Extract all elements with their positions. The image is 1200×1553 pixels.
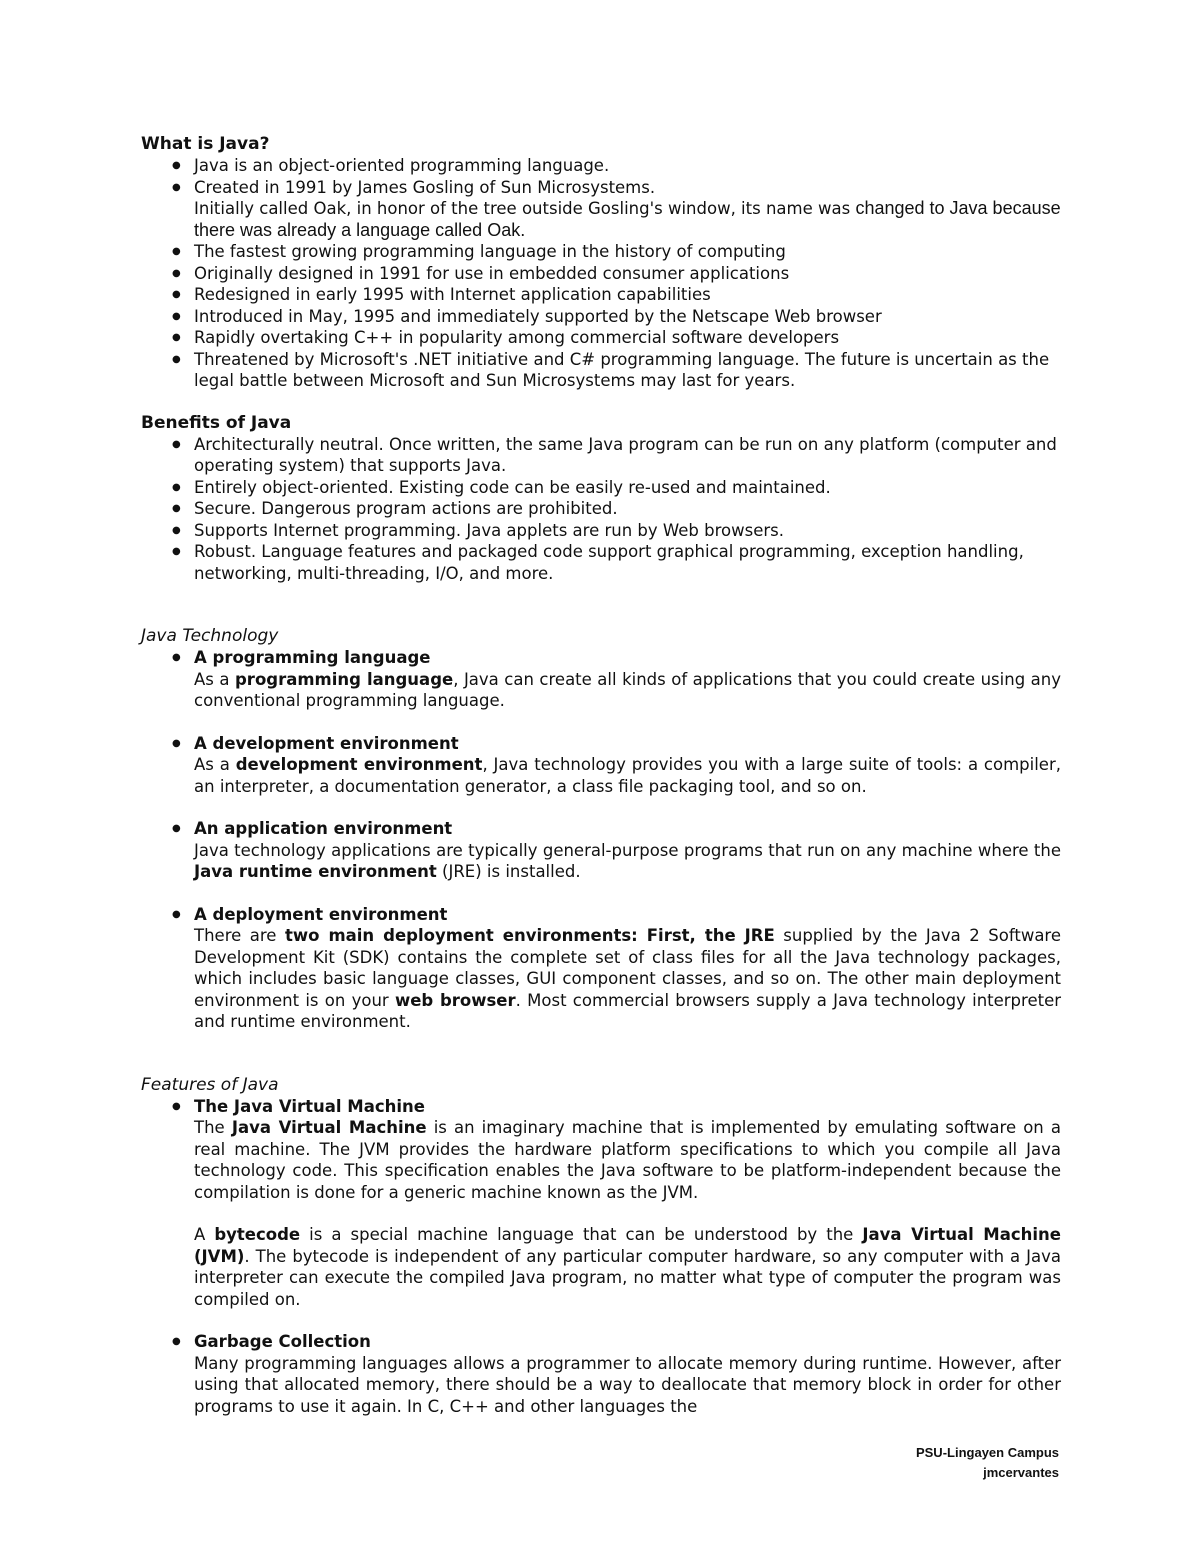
item-text: Java technology applications are typically general-purpose programs that run on any machine where the Java runtime environment (JRE) is installed. — [194, 840, 1061, 881]
page-footer — [916, 1443, 1059, 1483]
list-item-text: Created in 1991 by James Gosling of Sun Microsystems. — [194, 177, 656, 197]
list-item — [194, 818, 1061, 883]
list-item: ● Java is an object-oriented programming language. — [194, 155, 1061, 177]
list-item-continuation: changed to Java because there was already a language called Oak. — [194, 198, 1061, 240]
item-text: As a development environment, Java technology provides you with a large suite of tools: a compiler, an interpreter, a documentation generator, a class file packaging tool, and so on. — [194, 755, 1061, 796]
item-text: Many programming languages allows a programmer to allocate memory during runtime. However, after using that allocated memory, there should be a way to deallocate that memory block in order for other programs to use it again. In C, C++ and other languages the — [194, 1353, 1061, 1416]
section-heading-java-technology: Java Technology — [141, 626, 279, 646]
list-item: ● The fastest growing programming language in the history of computing — [194, 241, 1061, 263]
list-item — [194, 1096, 1061, 1311]
benefits-list — [141, 434, 1061, 585]
item-title: ● A programming language — [194, 648, 431, 667]
item-text: As a programming language, Java can create all kinds of applications that you could create using any conventional programming language. — [194, 669, 1061, 710]
list-item: ● Robust. Language features and packaged code support graphical programming, exception handling, networking, multi-threading, I/O, and more. — [194, 541, 1061, 584]
document-body — [141, 134, 1061, 1417]
list-item: ● Rapidly overtaking C++ in popularity among commercial software developers — [194, 327, 1061, 349]
item-text: A bytecode is a special machine language that can be understood by the Java Virtual Machine (JVM). The bytecode is independent of any particular computer hardware, so any computer with a Java interpreter can execute the compiled Java program, no matter what type of computer the program was compiled on. — [194, 1225, 1061, 1309]
item-title: ● The Java Virtual Machine — [194, 1096, 425, 1116]
footer-campus: PSU-Lingayen Campus — [915, 1445, 1059, 1460]
list-item — [194, 1331, 1061, 1417]
list-item — [194, 904, 1061, 1033]
list-item-continuation: Initially called Oak, in honor of the tree outside Gosling's window, its name was — [194, 199, 856, 218]
list-item — [194, 647, 1061, 712]
what-is-java-list — [141, 155, 1061, 392]
section-heading-benefits: Benefits of Java — [141, 412, 292, 433]
item-title: ● A deployment environment — [194, 904, 448, 924]
features-list — [141, 1096, 1061, 1418]
java-technology-list — [141, 647, 1061, 1033]
list-item: ● Threatened by Microsoft's .NET initiative and C# programming language. The future is uncertain as the legal battle between Microsoft and Sun Microsystems may last for years. — [194, 349, 1061, 392]
item-title: ● An application environment — [194, 819, 453, 838]
footer-author: jmcervantes — [983, 1465, 1059, 1480]
list-item: ● Entirely object-oriented. Existing code can be easily re-used and maintained. — [194, 477, 1061, 499]
item-text: There are two main deployment environments: First, the JRE supplied by the Java 2 Software Development Kit (SDK) contains the complete set of class files for all the Java technology packages, which includes basic language classes, GUI component classes, and so on. The other main deployment environment is on your web browser. Most commercial browsers supply a Java technology interpreter and runtime environment. — [194, 926, 1062, 1031]
list-item: ● Architecturally neutral. Once written, the same Java program can be run on any platform (computer and operating system) that supports Java. — [194, 434, 1061, 477]
list-item: ● Supports Internet programming. Java applets are run by Web browsers. — [194, 520, 1061, 542]
section-heading-features: Features of Java — [141, 1074, 279, 1095]
item-title: ● A development environment — [194, 733, 459, 753]
list-item: ● Secure. Dangerous program actions are prohibited. — [194, 498, 1061, 520]
item-title: ● Garbage Collection — [194, 1332, 371, 1351]
section-heading-what-is-java: What is Java? — [141, 134, 270, 154]
item-text: The Java Virtual Machine is an imaginary machine that is implemented by emulating software on a real machine. The JVM provides the hardware platform specifications to which you compile all Java technology code. This specification enables the Java software to be platform-independent because the compilation is done for a generic machine known as the JVM. — [194, 1118, 1061, 1202]
list-item: ● Introduced in May, 1995 and immediately supported by the Netscape Web browser — [194, 306, 1061, 328]
list-item — [194, 177, 1061, 242]
list-item — [194, 733, 1061, 798]
list-item: ● Originally designed in 1991 for use in embedded consumer applications — [194, 263, 1061, 285]
list-item: ● Redesigned in early 1995 with Internet application capabilities — [194, 284, 1061, 306]
